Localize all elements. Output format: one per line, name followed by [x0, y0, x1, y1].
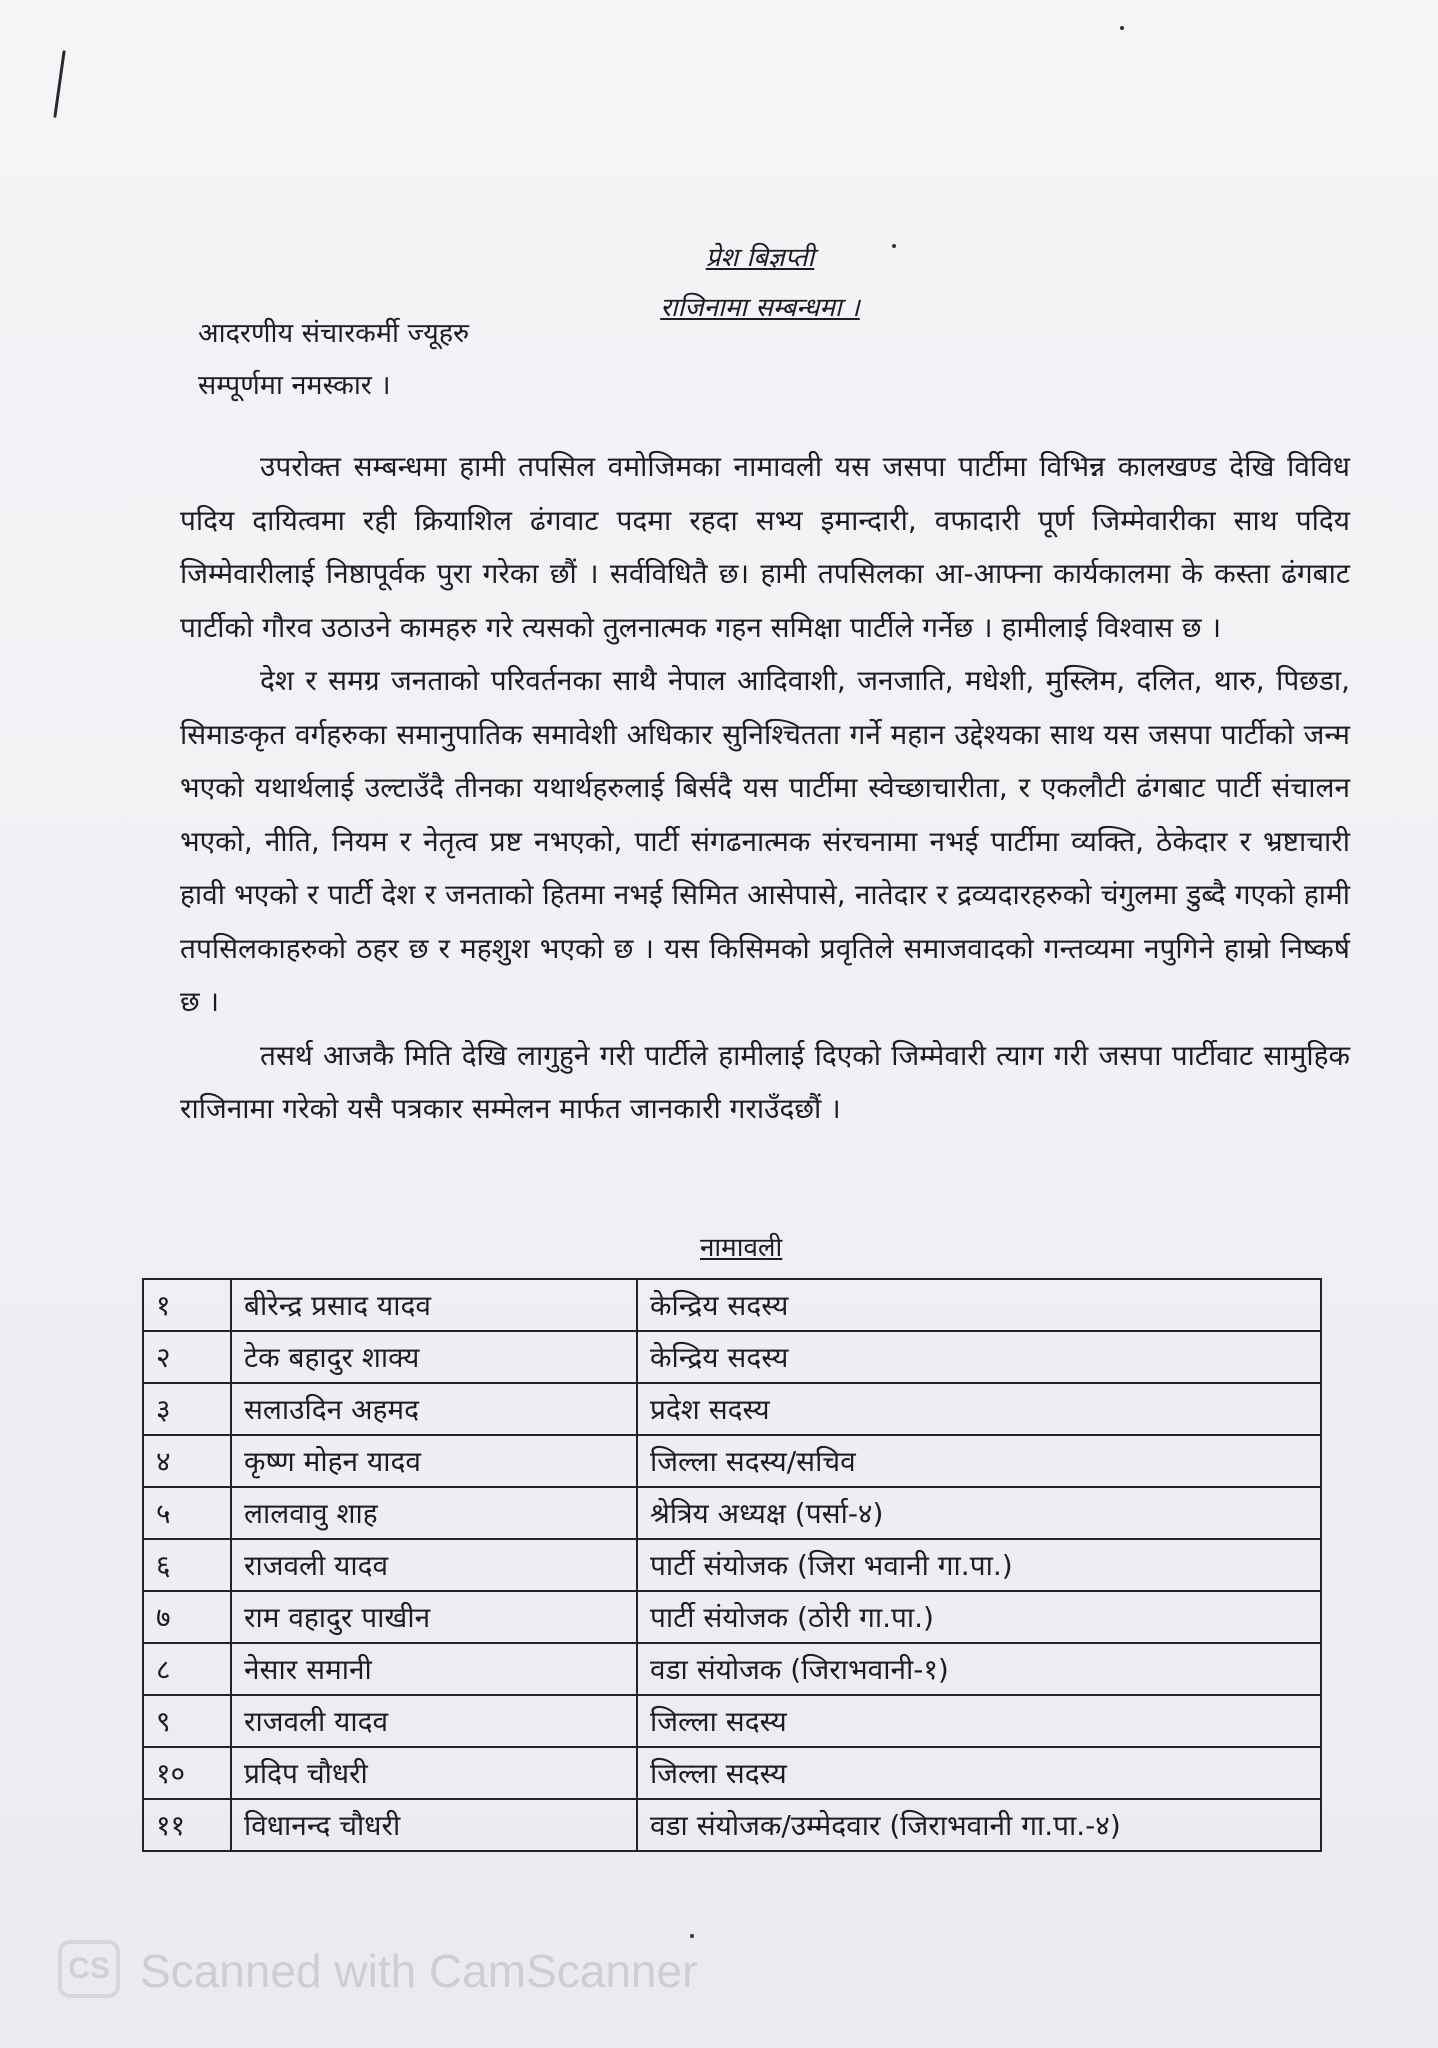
paragraph-3: तसर्थ आजकै मिति देखि लागुहुने गरी पार्टीले हामीलाई दिएको जिम्मेवारी त्याग गरी जसपा पार्टीवाट सामुहिक राजिनामा गरेको यसै पत्रकार सम्मेलन मार्फत जानकारी गराउँदछौं । [180, 1038, 1350, 1125]
pen-mark [53, 50, 65, 118]
table-row [143, 1539, 1321, 1591]
row-number: ११ [143, 1799, 231, 1851]
member-position: जिल्ला सदस्य/सचिव [637, 1435, 1321, 1487]
greeting [198, 308, 469, 412]
scan-speck [690, 1934, 694, 1938]
member-position: केन्द्रिय सदस्य [637, 1279, 1321, 1331]
member-name: लालवावु शाह [231, 1487, 637, 1539]
table-row [143, 1487, 1321, 1539]
member-name: बीरेन्द्र प्रसाद यादव [231, 1279, 637, 1331]
member-name: राम वहादुर पाखीन [231, 1591, 637, 1643]
paragraph-1: उपरोक्त सम्बन्धमा हामी तपसिल वमोजिमका नामावली यस जसपा पार्टीमा विभिन्न कालखण्ड देखि विविध पदिय दायित्वमा रही क्रियाशिल ढंगवाट पदमा रहदा सभ्य इमान्दारी, वफादारी पूर्ण जिम्मेवारीका साथ पदिय जिम्मेवारीलाई निष्ठापूर्वक पुरा गरेका छौं । सर्वविधितै छ। हामी तपसिलका आ-आफ्ना कार्यकालमा के कस्ता ढंगबाट पार्टीको गौरव उठाउने कामहरु गरे त्यसको तुलनात्मक गहन समिक्षा पार्टीले गर्नेछ । हामीलाई विश्वास छ । [180, 450, 1350, 644]
row-number: ७ [143, 1591, 231, 1643]
member-position: पार्टी संयोजक (जिरा भवानी गा.पा.) [637, 1539, 1321, 1591]
row-number: २ [143, 1331, 231, 1383]
member-position: प्रदेश सदस्य [637, 1383, 1321, 1435]
table-row [143, 1435, 1321, 1487]
body-text [180, 440, 1350, 1136]
member-position: वडा संयोजक (जिराभवानी-१) [637, 1643, 1321, 1695]
row-number: ५ [143, 1487, 231, 1539]
member-name: नेसार समानी [231, 1643, 637, 1695]
member-name: टेक बहादुर शाक्य [231, 1331, 637, 1383]
row-number: ३ [143, 1383, 231, 1435]
row-number: ४ [143, 1435, 231, 1487]
table-row [143, 1747, 1321, 1799]
greeting-line-1: आदरणीय संचारकर्मी ज्यूहरु [198, 318, 470, 349]
table-row [143, 1331, 1321, 1383]
paragraph-2: देश र समग्र जनताको परिवर्तनका साथै नेपाल आदिवाशी, जनजाति, मधेशी, मुस्लिम, दलित, थारु, पिछडा, सिमाङकृत वर्गहरुका समानुपातिक समावेशी अधिकार सुनिश्चितता गर्ने महान उद्देश्यका साथ यस जसपा पार्टीको जन्म भएको यथार्थलाई उल्टाउँदै तीनका यथार्थहरुलाई बिर्सदै यस पार्टीमा स्वेच्छाचारीता, र एकलौटी ढंगबाट पार्टी संचालन भएको, नीति, नियम र नेतृत्व प्रष्ट नभएको, पार्टी संगढनात्मक संरचनामा नभई पार्टीमा व्यक्ति, ठेकेदार र भ्रष्टाचारी हावी भएको र पार्टी देश र जनताको हितमा नभई सिमित आसेपासे, नातेदार र द्रव्यदारहरुको चंगुलमा डुब्दै गएको हामी तपसिलकाहरुको ठहर छ र महशुश भएको छ । यस किसिमको प्रवृतिले समाजवादको गन्तव्यमा नपुगिने हाम्रो निष्कर्ष छ । [180, 664, 1350, 1018]
members-table [142, 1278, 1322, 1852]
camscanner-logo: CS [58, 1940, 120, 1998]
row-number: ९ [143, 1695, 231, 1747]
table-row [143, 1799, 1321, 1851]
scan-speck [1120, 26, 1124, 30]
member-name: राजवली यादव [231, 1695, 637, 1747]
member-position: जिल्ला सदस्य [637, 1747, 1321, 1799]
member-position: जिल्ला सदस्य [637, 1695, 1321, 1747]
scanner-watermark: Scanned with CamScanner [140, 1945, 698, 1997]
member-name: राजवली यादव [231, 1539, 637, 1591]
member-position: केन्द्रिय सदस्य [637, 1331, 1321, 1383]
member-position: श्रेत्रिय अध्यक्ष (पर्सा-४) [637, 1487, 1321, 1539]
table-row [143, 1643, 1321, 1695]
member-name: विधानन्द चौधरी [231, 1799, 637, 1851]
member-name: कृष्ण मोहन यादव [231, 1435, 637, 1487]
row-number: १० [143, 1747, 231, 1799]
document-subtitle: राजिनामा सम्बन्धमा । [660, 293, 860, 323]
table-row [143, 1279, 1321, 1331]
row-number: १ [143, 1279, 231, 1331]
heading-block [600, 238, 920, 324]
list-heading: नामावली [700, 1233, 783, 1263]
row-number: ८ [143, 1643, 231, 1695]
member-name: सलाउदिन अहमद [231, 1383, 637, 1435]
member-name: प्रदिप चौधरी [231, 1747, 637, 1799]
member-position: पार्टी संयोजक (ठोरी गा.पा.) [637, 1591, 1321, 1643]
greeting-line-2: सम्पूर्णमा नमस्कार । [198, 370, 391, 401]
table-row [143, 1591, 1321, 1643]
row-number: ६ [143, 1539, 231, 1591]
table-row [143, 1695, 1321, 1747]
member-position: वडा संयोजक/उम्मेदवार (जिराभवानी गा.पा.-४) [637, 1799, 1321, 1851]
table-row [143, 1383, 1321, 1435]
document-title: प्रेश बिज्ञप्ती [705, 243, 815, 273]
